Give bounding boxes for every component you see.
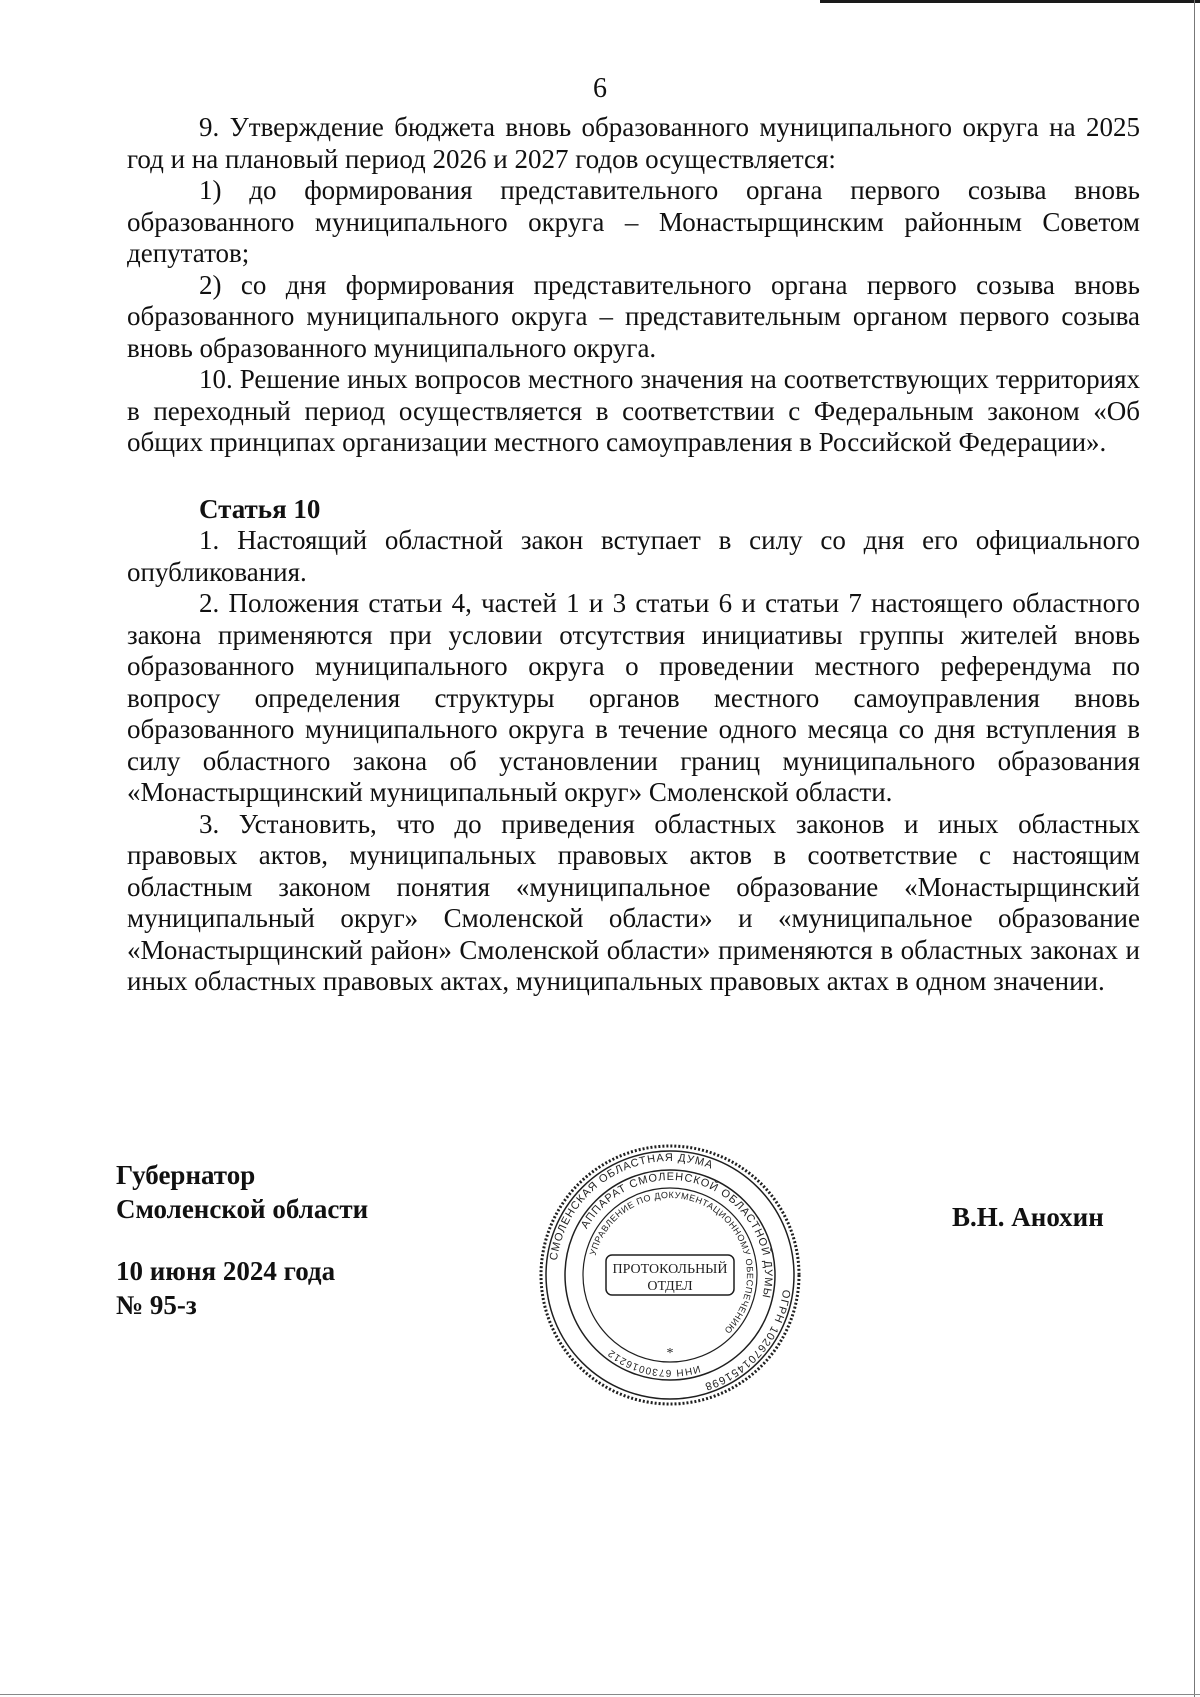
law-date-block [116,1254,335,1322]
seal-outer-text: СМОЛЕНСКАЯ ОБЛАСТНАЯ ДУМА [547,1151,715,1262]
document-body [127,112,1140,998]
scan-right-edge [1194,0,1195,1697]
seal-center-line-2: ОТДЕЛ [647,1279,693,1294]
article-paragraph-3: 3. Установить, что до приведения областных законов и иных областных правовых актов, муниципальных правовых актов в соответствие с настоящим областным законом понятия «муниципальное образование «Монастырщинский муниципальный округ» Смоленской области» и «муниципальное образование «Монастырщинский район» Смоленской области» применяются в областных законах и иных областных правовых актах, муниципальных правовых актах в одном значении. [127,808,1140,996]
official-seal [538,1143,802,1407]
paragraph-9-item-2: 2) со дня формирования представительного органа первого созыва вновь образованного муниципального округа – представительным органом первого созыва вновь образованного муниципального округа. [127,269,1140,363]
signatory-name: В.Н. Анохин [952,1202,1104,1232]
seal-inn-text: ИНН 6730016212 [605,1346,702,1379]
paragraph-9-item-1: 1) до формирования представительного органа первого созыва вновь образованного муниципального округа – Монастырщинским районным Советом депутатов; [127,175,1140,268]
article-paragraph-1: 1. Настоящий областной закон вступает в силу со дня его официального опубликования. [127,525,1140,587]
page-number: 6 [593,73,607,104]
paragraph-9: 9. Утверждение бюджета вновь образованного муниципального округа на 2025 год и на плановый период 2026 и 2027 годов осуществляется: [127,112,1140,174]
law-date: 10 июня 2024 года [116,1256,336,1286]
law-number: № 95-з [116,1290,197,1320]
article-heading: Статья 10 [199,493,321,524]
position-line-2: Смоленской области [116,1194,369,1224]
seal-middle-text: АППАРАТ СМОЛЕНСКОЙ ОБЛАСТНОЙ ДУМЫ [578,1170,775,1300]
seal-star: * [666,1346,674,1361]
seal-center-line-1: ПРОТОКОЛЬНЫЙ [612,1262,728,1277]
article-paragraph-2: 2. Положения статьи 4, частей 1 и 3 статьи 6 и статьи 7 настоящего областного закона применяются при условии отсутствия инициативы группы жителей вновь образованного муниципального округа о проведении местного референдума по вопросу определения структуры органов местного самоуправления вновь образованного муниципального округа в течение одного месяца со дня вступления в силу областного закона об установлении границ муниципального образования «Монастырщинский муниципальный округ» Смоленской области. [127,588,1140,807]
seal-ogrn-text: ОГРН 1026701451698 [702,1288,793,1393]
signatory-position [116,1158,368,1226]
paragraph-10: 10. Решение иных вопросов местного значения на соответствующих территориях в переходный период осуществляется в соответствии с Федеральным законом «Об общих принципах организации местного самоуправления в Российской Федерации». [127,364,1140,457]
scan-bottom-edge [0,1694,1200,1695]
scan-top-edge [820,0,1200,3]
position-line-1: Губернатор [116,1160,256,1190]
seal-inner-text: УПРАВЛЕНИЕ ПО ДОКУМЕНТАЦИОННОМУ ОБЕСПЕЧЕНИЮ [587,1189,756,1336]
